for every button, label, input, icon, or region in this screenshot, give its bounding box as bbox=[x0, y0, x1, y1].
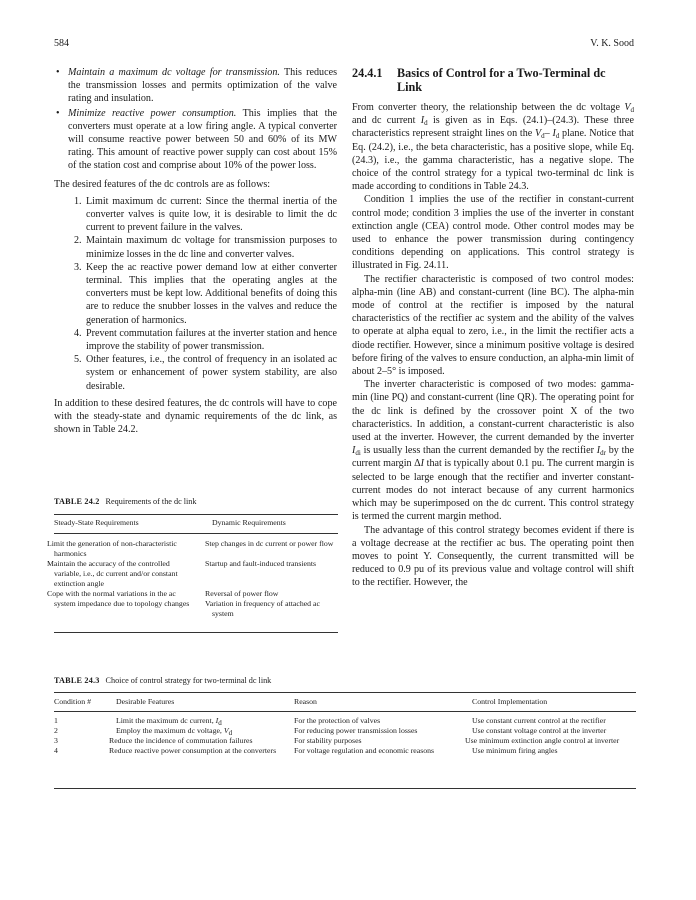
table-row bbox=[54, 539, 338, 559]
features-list bbox=[54, 195, 337, 393]
running-author: V. K. Sood bbox=[590, 38, 634, 49]
table-cell: Step changes in dc current or power flow bbox=[205, 539, 334, 548]
paragraph: From converter theory, the relationship between the dc voltage $V_d$ and dc current $I_d$ is given as in Eqs. (24.1)–(24.3). These three characteristics represent straight lines on the $V_d-$ $I_d$ plane. Notice that Eq. (24.2), i.e., the beta characteristic, has a positive slope, while Eq. (24.3), i.e., the gamma characteristic, has a negative slope. The choice of the control strategy for a typical two-terminal dc link is made according to conditions in Table 24.3. bbox=[352, 102, 634, 193]
table-24-3-bottom-rule bbox=[54, 788, 636, 789]
closing-paragraph: In addition to these desired features, the dc controls will have to cope with the steady-state and dynamic requirements of the dc link, as shown in Table 24.2. bbox=[54, 397, 337, 436]
section-number: 24.4.1 bbox=[352, 66, 383, 80]
table-header: Condition # bbox=[54, 697, 92, 706]
page-number: 584 bbox=[54, 38, 69, 49]
table-cell: Reversal of power flow bbox=[205, 589, 279, 598]
table-cell: Limit the maximum dc current, $I_d$ bbox=[116, 716, 222, 727]
table-cell: Maintain the accuracy of the controlled variable, i.e., dc current and/or constant extinction angle bbox=[47, 559, 178, 588]
feature-item: 1. Limit maximum dc current: Since the thermal inertia of the converter valves is quite low, it is desirable to limit the dc current to prevent failure in the valves. bbox=[74, 195, 337, 234]
table-cell: Reduce reactive power consumption at the converters bbox=[109, 746, 277, 755]
table-cell: 1 bbox=[54, 716, 58, 725]
table-cell: 3 bbox=[54, 736, 58, 745]
table-cell: 4 bbox=[54, 746, 58, 755]
table-cell: Employ the maximum dc voltage, $V_d$ bbox=[116, 726, 233, 737]
table-24-2 bbox=[47, 518, 338, 619]
table-24-2-bottom-rule bbox=[54, 632, 338, 633]
features-intro: The desired features of the dc controls are as follows: bbox=[54, 178, 271, 190]
table-row bbox=[54, 716, 636, 726]
table-cell: Reduce the incidence of commutation failures bbox=[109, 736, 253, 745]
feature-item: 5. Other features, i.e., the control of frequency in an isolated ac system or enhancement of power system stability, are also desirable. bbox=[74, 354, 337, 392]
table-header: Desirable Features bbox=[116, 697, 175, 706]
table-cell: 2 bbox=[54, 726, 58, 735]
table-cell: For the protection of valves bbox=[294, 716, 381, 725]
table-cell: Cope with the normal variations in the ac system impedance due to topology changes bbox=[47, 589, 190, 608]
table-24-2-caption: TABLE 24.2 Requirements of the dc link bbox=[54, 497, 197, 506]
table-cell: Variation in frequency of attached ac system bbox=[205, 599, 320, 618]
table-row bbox=[54, 746, 636, 756]
table-row bbox=[54, 589, 338, 599]
feature-item: 2. Maintain maximum dc voltage for transmission purposes to minimize losses in the dc line and converter valves. bbox=[74, 235, 337, 260]
bullet-max-voltage: • Maintain a maximum dc voltage for transmission. This reduces the transmission losses and permits optimization of the valve rating and insulation. bbox=[56, 67, 337, 105]
table-row bbox=[54, 726, 636, 736]
feature-item: 3. Keep the ac reactive power demand low at either converter terminal. This implies that the operating angles at the converters must be kept low. Additional benefits of doing this are to reduce the snubber losses in the valves and reduce the generation of harmonics. bbox=[74, 261, 337, 326]
table-cell: For voltage regulation and economic reasons bbox=[294, 746, 435, 755]
table-cell: For reducing power transmission losses bbox=[294, 726, 418, 735]
table-cell: Use constant current control at the rectifier bbox=[472, 716, 606, 725]
paragraph: Condition 1 implies the use of the rectifier in constant-current control mode; condition 3 implies the use of the inverter in constant extinction angle (CEA) control mode. Other control modes may be used to enhance the power transmission during contingency conditions depending on applications. This control strategy is illustrated in Fig. 24.11. bbox=[352, 194, 634, 272]
bullet-min-reactive-power: • Minimize reactive power consumption. This implies that the converters must operate at a low firing angle. A typical converter will consume reactive power between 50 and 60% of its MW rating. This amount of reactive power supply can cost about 15% of the station cost and comprise about 10% of the power loss. bbox=[56, 107, 337, 172]
table-24-3 bbox=[54, 697, 636, 756]
table-header: Steady-State Requirements bbox=[54, 518, 139, 527]
table-cell: Use minimum firing angles bbox=[472, 746, 558, 755]
table-cell: Startup and fault-induced transients bbox=[205, 559, 317, 568]
table-24-2-top-rule bbox=[54, 514, 338, 515]
table-header: Reason bbox=[294, 697, 317, 706]
table-header: Dynamic Requirements bbox=[212, 518, 286, 527]
table-header: Control Implementation bbox=[472, 697, 548, 706]
paragraph: The inverter characteristic is composed of two modes: gamma-min (line PQ) and constant-current (line QR). The operating point for the dc link is defined by the crossover point X of the two characteristics. In addition, a constant-current characteristic is also used at the inverter. However, the current demanded by the inverter $I_{di}$ is usually less than the current demanded by the rectifier $I_{dr}$ by the current margin ΔI that is typically about 0.1 pu. The current margin is selected to be large enough that the rectifier and inverter constant-current modes do not interact because of any current harmonics which may be superimposed on the dc current. This control strategy is termed the current margin method. bbox=[352, 379, 635, 523]
table-24-3-top-rule bbox=[54, 692, 636, 693]
feature-item: 4. Prevent commutation failures at the inverter station and hence improve the stability of power transmission. bbox=[74, 327, 337, 353]
table-cell: For stability purposes bbox=[294, 736, 362, 745]
section-heading bbox=[352, 66, 634, 94]
left-column bbox=[54, 66, 337, 436]
table-24-3-caption: TABLE 24.3 Choice of control strategy for two-terminal dc link bbox=[54, 676, 272, 685]
table-cell: Use minimum extinction angle control at inverter bbox=[465, 736, 620, 745]
table-row bbox=[54, 736, 636, 746]
paragraph: The advantage of this control strategy becomes evident if there is a voltage decrease at the rectifier ac bus. The operating point then moves to point Y. Consequently, the current transmitted will be reduced to 0.9 pu of its previous value and voltage control will shift to the rectifier. However, the bbox=[352, 524, 634, 589]
table-cell: Limit the generation of non-characteristic harmonics bbox=[47, 539, 177, 558]
table-cell: Use constant voltage control at the inverter bbox=[472, 726, 607, 735]
section-title: Basics of Control for a Two-Terminal dc Link bbox=[397, 66, 606, 94]
paragraph: The rectifier characteristic is composed of two control modes: alpha-min (line AB) and constant-current (line BC). The alpha-min mode of control at the rectifier is imposed by the natural characteristics of the rectifier ac system and the ability of the valves to operate at alpha equal to zero, i.e., in the limit the rectifier acts a diode rectifier. However, since a minimum positive voltage is desired before firing of the valves to ensure conduction, an alpha-min limit of about 2–5° is imposed. bbox=[352, 273, 634, 378]
right-column bbox=[352, 66, 634, 590]
table-row bbox=[54, 559, 338, 589]
